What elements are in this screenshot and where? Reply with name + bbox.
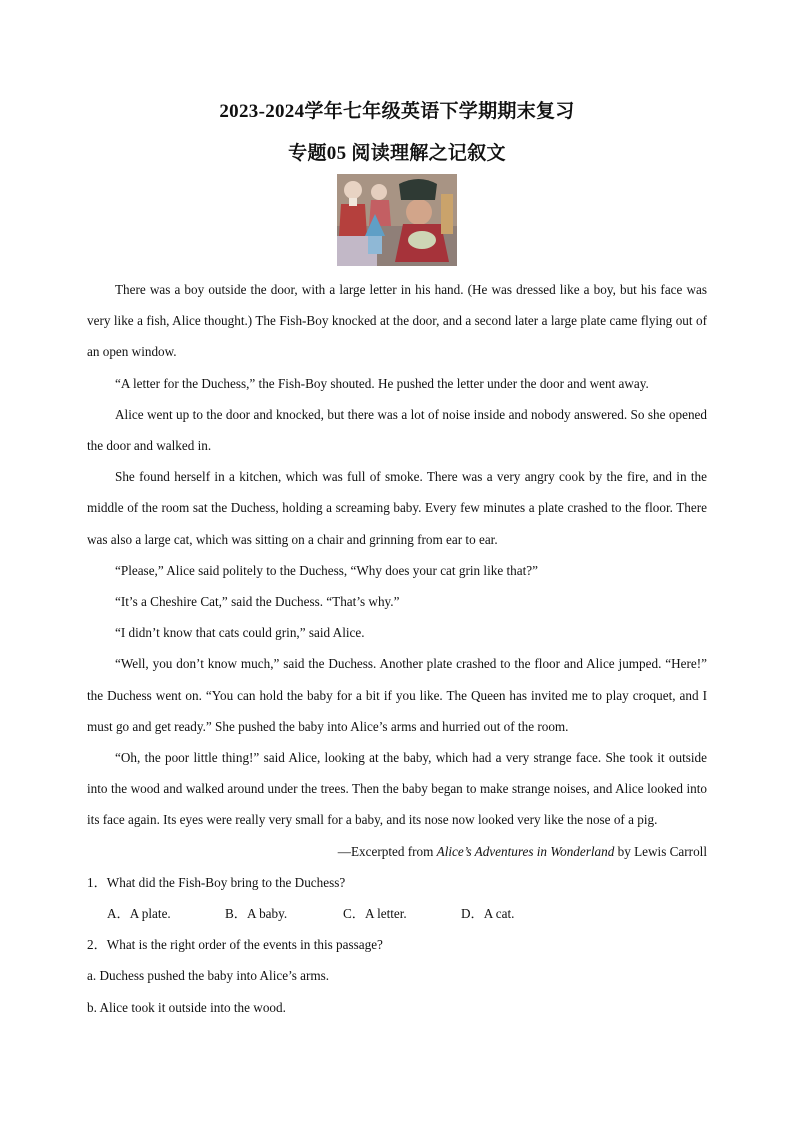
passage-paragraph: “It’s a Cheshire Cat,” said the Duchess. “That’s why.” — [115, 594, 400, 610]
option-c: C．A letter. — [343, 906, 407, 922]
passage-paragraph: “Well, you don’t know much,” said the Duchess. Another plate crashed to the floor and Alice jumped. “Here!” the Duchess went on. “You can hold the baby for a bit if you like. The Queen has invited me to play croquet, and I must go and get ready.” She pushed the baby into Alice’s arms and hurried out of the room. — [87, 656, 707, 734]
option-b: B．A baby. — [225, 906, 288, 922]
source-book-title: Alice’s Adventures in Wonderland — [436, 843, 615, 859]
passage-paragraph: “A letter for the Duchess,” the Fish-Boy shouted. He pushed the letter under the door and went away. — [115, 375, 649, 391]
question-2-item-a: a. Duchess pushed the baby into Alice’s arms. — [87, 968, 330, 984]
passage-source — [87, 836, 707, 867]
reading-passage — [87, 274, 707, 1023]
option-a: A．A plate. — [107, 906, 171, 922]
question-1-options — [87, 898, 707, 929]
passage-paragraph: Alice went up to the door and knocked, but there was a lot of noise inside and nobody answered. So she opened the door and walked in. — [87, 406, 707, 454]
document-subtitle: 专题05 阅读理解之记叙文 — [288, 143, 506, 164]
passage-paragraph: “I didn’t know that cats could grin,” said Alice. — [115, 625, 365, 641]
question-2: 2．What is the right order of the events in this passage? — [87, 937, 383, 953]
alice-illustration — [337, 174, 457, 266]
passage-paragraph: “Please,” Alice said politely to the Duchess, “Why does your cat grin like that?” — [115, 562, 538, 578]
passage-paragraph: She found herself in a kitchen, which was full of smoke. There was a very angry cook by the fire, and in the middle of the room sat the Duchess, holding a screaming baby. Every few minutes a plate crashed to the floor. There was also a large cat, which was sitting on a chair and grinning from ear to ear. — [87, 469, 707, 547]
question-2-item-b: b. Alice took it outside into the wood. — [87, 999, 286, 1015]
document-title: 2023-2024学年七年级英语下学期期末复习 — [219, 101, 575, 122]
source-suffix: by Lewis Carroll — [614, 843, 707, 859]
question-1: 1．What did the Fish-Boy bring to the Duchess? — [87, 874, 346, 890]
option-d: D．A cat. — [461, 906, 515, 922]
source-prefix: —Excerpted from — [337, 843, 437, 859]
passage-paragraph: “Oh, the poor little thing!” said Alice, looking at the baby, which had a very strange face. She took it outside into the wood and walked around under the trees. Then the baby began to make strange noises, and Alice looked into its face again. Its eyes were really very small for a baby, and its nose now looked very like the nose of a pig. — [87, 750, 707, 828]
passage-paragraph: There was a boy outside the door, with a large letter in his hand. (He was dressed like a boy, but his face was very like a fish, Alice thought.) The Fish-Boy knocked at the door, and a second later a large plate came flying out of an open window. — [87, 282, 707, 360]
